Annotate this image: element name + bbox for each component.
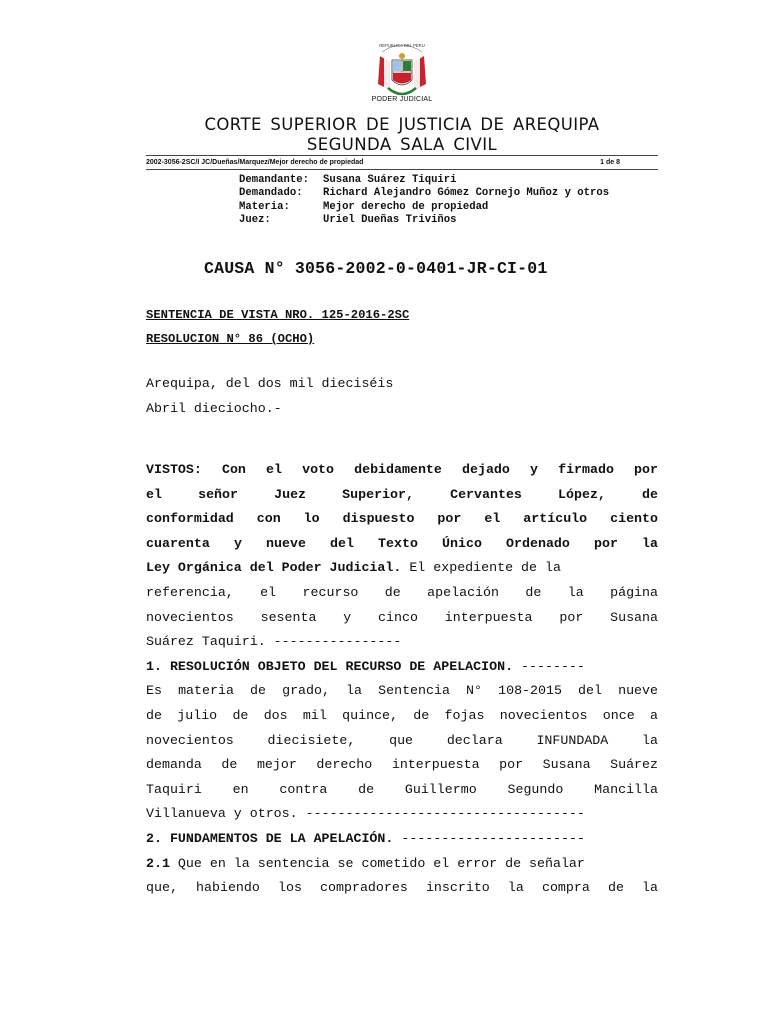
sentencia-heading: SENTENCIA DE VISTA NRO. 125-2016-2SC <box>146 308 410 322</box>
reference-text: 2002-3056-2SC/I JC/Dueñas/Marquez/Mejor derecho de propiedad <box>146 159 364 166</box>
header-reference-line <box>146 155 658 170</box>
judgment-body <box>146 458 658 901</box>
body-line: cuarenta y nueve del Texto Único Ordenado por la <box>146 535 658 551</box>
body-bold-span: 1. RESOLUCIÓN OBJETO DEL RECURSO DE APELACION. <box>146 658 514 674</box>
party-value: Richard Alejandro Gómez Cornejo Muñoz y otros <box>323 187 610 200</box>
body-line <box>146 556 658 581</box>
body-line: Suárez Taquiri. ---------------- <box>146 634 402 650</box>
party-label: Demandado: <box>239 187 303 200</box>
party-label: Materia: <box>239 200 290 213</box>
court-name: CORTE SUPERIOR DE JUSTICIA DE AREQUIPA <box>204 115 600 134</box>
body-bold-span: 2. FUNDAMENTOS DE LA APELACIÓN. <box>146 830 394 846</box>
body-line: novecientos sesenta y cinco interpuesta por Susana <box>146 609 658 625</box>
body-bold-span: Ley Orgánica del Poder Judicial. <box>146 560 402 576</box>
body-bold-span: 2.1 <box>146 855 170 871</box>
body-line: Taquiri en contra de Guillermo Segundo Mancilla <box>146 781 658 797</box>
body-span: El expediente de la <box>401 560 561 576</box>
party-value: Uriel Dueñas Triviños <box>323 213 457 226</box>
party-plaintiff <box>239 174 609 187</box>
section-heading-1 <box>146 655 658 680</box>
body-span: -------- <box>513 658 585 674</box>
body-span: Que en la sentencia se cometido el error de señalar <box>169 855 585 871</box>
body-line: referencia, el recurso de apelación de la página <box>146 584 658 600</box>
party-value: Mejor derecho de propiedad <box>323 200 489 213</box>
svg-text:REPUBLICA DEL PERU: REPUBLICA DEL PERU <box>379 43 425 48</box>
body-line <box>146 852 658 877</box>
party-judge <box>239 214 609 227</box>
party-subject <box>239 201 609 214</box>
court-chamber: SEGUNDA SALA CIVIL <box>306 135 498 154</box>
section-heading-2 <box>146 827 658 852</box>
party-label: Juez: <box>239 213 271 226</box>
body-line: conformidad con lo dispuesto por el artículo ciento <box>146 511 658 527</box>
date-line-2: Abril dieciocho.- <box>146 401 282 416</box>
body-span: ----------------------- <box>393 830 585 846</box>
party-defendant <box>239 187 609 200</box>
parties-block <box>239 174 609 227</box>
body-line: demanda de mejor derecho interpuesta por Susana Suárez <box>146 757 658 773</box>
case-number: CAUSA N° 3056-2002-0-0401-JR-CI-01 <box>204 259 548 278</box>
body-line: novecientos diecisiete, que declara INFUNDADA la <box>146 732 658 748</box>
emblem-caption: PODER JUDICIAL <box>371 96 433 103</box>
body-line: de julio de dos mil quince, de fojas novecientos once a <box>146 707 658 723</box>
body-line: que, habiendo los compradores inscrito la compra de la <box>146 880 658 896</box>
body-line: Villanueva y otros. ----------------------------------- <box>146 806 585 822</box>
body-line: Es materia de grado, la Sentencia N° 108-2015 del nueve <box>146 683 658 699</box>
party-value: Susana Suárez Tiquiri <box>323 174 457 186</box>
resolucion-heading: RESOLUCION N° 86 (OCHO) <box>146 332 315 346</box>
page-counter: 1 de 8 <box>600 159 620 166</box>
date-line-1: Arequipa, del dos mil dieciséis <box>146 376 394 391</box>
body-line: VISTOS: Con el voto debidamente dejado y firmado por <box>146 462 658 477</box>
party-label: Demandante: <box>239 174 309 186</box>
body-line: el señor Juez Superior, Cervantes López, de <box>146 486 658 502</box>
